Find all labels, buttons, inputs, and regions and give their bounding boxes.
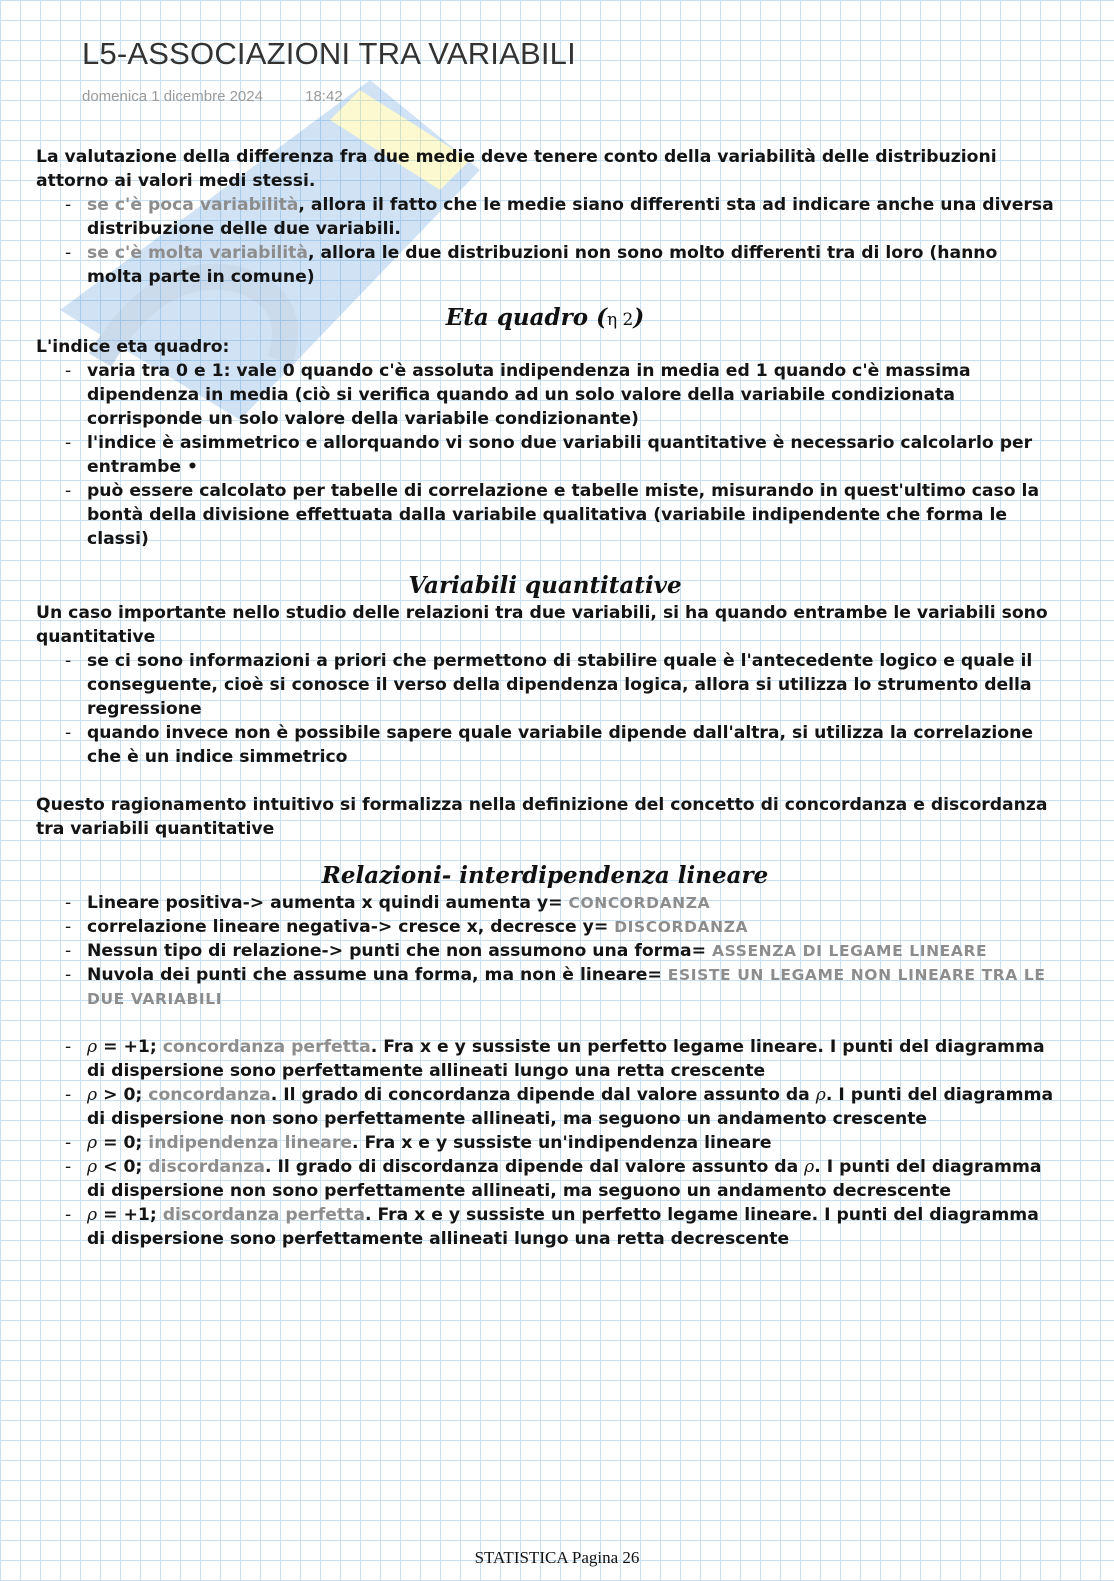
quant-closing: Questo ragionamento intuitivo si formalizza nella definizione del concetto di concordanza e discordanza tra variabili quantitative — [36, 795, 1048, 839]
rho-symbol: ρ — [87, 1085, 98, 1105]
list-item: - correlazione lineare negativa-> cresce x, decresce y= DISCORDANZA — [87, 915, 1054, 939]
rho-symbol: ρ — [815, 1085, 826, 1105]
list-item: - Nuvola dei punti che assume una forma, ma non è lineare= ESISTE UN LEGAME NON LINEARE TRA LE DUE VARIABILI — [87, 963, 1054, 1011]
list-item: - ρ > 0; concordanza. Il grado di concordanza dipende dal valore assunto da ρ. I punti del diagramma di dispersione non sono perfettamente allineati, ma seguono un andamento crescente — [87, 1083, 1054, 1131]
list-item: - se ci sono informazioni a priori che permettono di stabilire quale è l'antecedente logico e quale il conseguente, cioè si conosce il verso della dipendenza logica, allora si utilizza lo strumento della regressione — [87, 649, 1054, 721]
list-item: - ρ = +1; discordanza perfetta. Fra x e y sussiste un perfetto legame lineare. I punti del diagramma di dispersione sono perfettamente allineati lungo una retta decrescente — [87, 1203, 1054, 1251]
rho-case-name: indipendenza lineare — [148, 1133, 353, 1153]
quant-lead: Un caso importante nello studio delle relazioni tra due variabili, si ha quando entrambe le variabili sono quantitative — [36, 603, 1048, 647]
list-item: - ρ = +1; concordanza perfetta. Fra x e y sussiste un perfetto legame lineare. I punti del diagramma di dispersione sono perfettamente allineati lungo una retta crescente — [87, 1035, 1054, 1083]
page-footer: STATISTICA Pagina 26 — [474, 1548, 640, 1567]
eta-list — [36, 359, 1054, 551]
intro-paragraph: La valutazione della differenza fra due medie deve tenere conto della variabilità delle distribuzioni attorno ai valori medi stessi. — [36, 147, 997, 191]
section-heading-relations: Relazioni- interdipendenza lineare — [321, 862, 769, 889]
rho-case-name: discordanza — [148, 1157, 265, 1177]
page-time: 18:42 — [305, 88, 343, 105]
rho-symbol: ρ — [87, 1205, 98, 1225]
list-item: - può essere calcolato per tabelle di correlazione e tabelle miste, misurando in quest'ultimo caso la bontà della divisione effettuata dalla variabile qualitativa (variabile indipendente che forma le classi) — [87, 479, 1054, 551]
highlight-text: se c'è poca variabilità — [87, 195, 299, 215]
relation-label: CONCORDANZA — [568, 894, 711, 912]
list-item: - quando invece non è possibile sapere quale variabile dipende dall'altra, si utilizza la correlazione che è un indice simmetrico — [87, 721, 1054, 769]
rho-case-name: concordanza perfetta — [162, 1037, 371, 1057]
rho-case-name: discordanza perfetta — [162, 1205, 365, 1225]
list-item: - l'indice è asimmetrico e allorquando vi sono due variabili quantitative è necessario calcolarlo per entrambe • — [87, 431, 1054, 479]
intro-list — [36, 193, 1054, 289]
section-heading-eta: Eta quadro (η 2) — [445, 304, 645, 331]
rho-symbol: ρ — [87, 1133, 98, 1153]
rho-list — [36, 1035, 1054, 1251]
relation-label: ASSENZA DI LEGAME LINEARE — [712, 942, 988, 960]
rho-symbol: ρ — [87, 1157, 98, 1177]
page-title: L5-ASSOCIAZIONI TRA VARIABILI — [82, 36, 576, 71]
quant-list — [36, 649, 1054, 769]
list-item: - ρ < 0; discordanza. Il grado di discordanza dipende dal valore assunto da ρ. I punti del diagramma di dispersione non sono perfettamente allineati, ma seguono un andamento decrescente — [87, 1155, 1054, 1203]
list-item: - varia tra 0 e 1: vale 0 quando c'è assoluta indipendenza in media ed 1 quando c'è massima dipendenza in media (ciò si verifica quando ad un solo valore della variabile condizionata corrisponde un solo valore della variabile condizionante) — [87, 359, 1054, 431]
list-item — [87, 241, 1054, 289]
item-text: , allora il fatto che le medie siano differenti sta ad indicare anche una diversa distribuzione delle due variabili. — [87, 195, 1054, 239]
relation-label: ESISTE UN LEGAME NON LINEARE TRA LE DUE VARIABILI — [87, 966, 1046, 1008]
note-body — [36, 145, 1054, 1251]
eta-lead: L'indice eta quadro: — [36, 337, 230, 357]
relations-list — [36, 891, 1054, 1011]
page-date: domenica 1 dicembre 2024 — [82, 88, 263, 105]
list-item: - Nessun tipo di relazione-> punti che non assumono una forma= ASSENZA DI LEGAME LINEARE — [87, 939, 1054, 963]
item-text: , allora le due distribuzioni non sono molto differenti tra di loro (hanno molta parte in comune) — [87, 243, 998, 287]
page-meta — [82, 88, 343, 105]
list-item: - Lineare positiva-> aumenta x quindi aumenta y= CONCORDANZA — [87, 891, 1054, 915]
rho-symbol: ρ — [804, 1157, 815, 1177]
highlight-text: se c'è molta variabilità — [87, 243, 308, 263]
rho-case-name: concordanza — [148, 1085, 271, 1105]
eta-symbol: η 2 — [606, 310, 634, 330]
list-item: - ρ = 0; indipendenza lineare. Fra x e y sussiste un'indipendenza lineare — [87, 1131, 1054, 1155]
relation-label: DISCORDANZA — [614, 918, 749, 936]
list-item — [87, 193, 1054, 241]
section-heading-quantitative: Variabili quantitative — [408, 572, 682, 599]
rho-symbol: ρ — [87, 1037, 98, 1057]
